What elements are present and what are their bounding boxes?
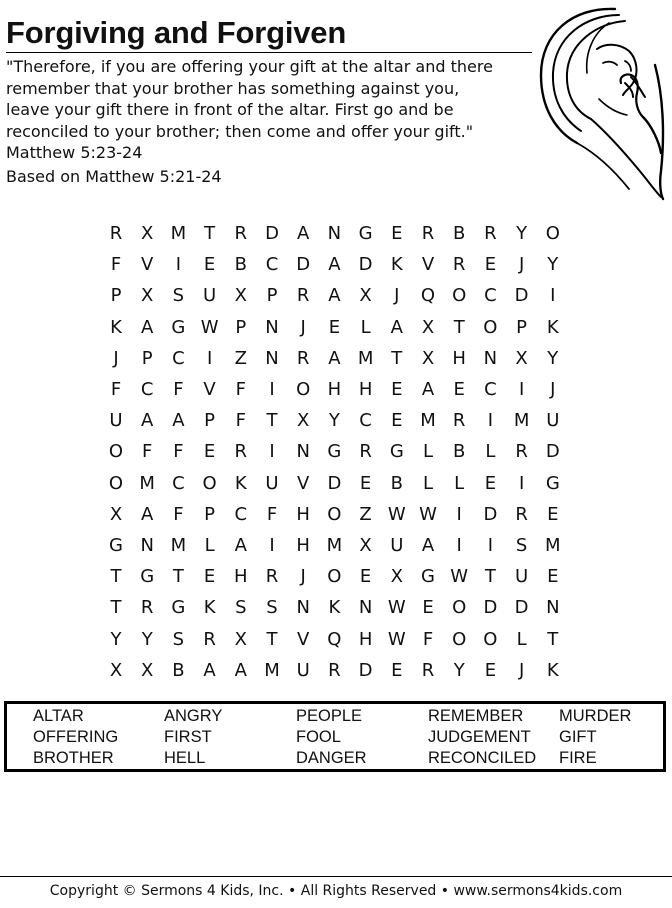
grid-letter: E — [203, 254, 216, 276]
word-bank-item: GIFT — [559, 728, 597, 746]
grid-letter: M — [357, 347, 374, 369]
word-bank-item: JUDGEMENT — [428, 728, 531, 746]
word-bank-item: HELL — [164, 749, 206, 767]
grid-letter: U — [390, 535, 404, 556]
grid-letter: Q — [420, 285, 436, 307]
grid-letter: G — [171, 597, 186, 619]
grid-letter: R — [203, 628, 216, 650]
grid-letter: K — [546, 659, 559, 681]
grid-letter: W — [387, 503, 406, 525]
grid-letter: X — [141, 285, 154, 307]
grid-letter: I — [269, 535, 275, 556]
grid-letter: P — [266, 285, 278, 307]
grid-letter: W — [419, 503, 437, 525]
grid-letter: X — [515, 347, 528, 369]
quote-line: reconciled to your brother; then come and offer your gift." — [6, 121, 474, 141]
grid-letter: K — [203, 597, 216, 619]
grid-letter: E — [484, 254, 497, 276]
grid-letter: C — [140, 379, 154, 400]
grid-letter: M — [170, 223, 187, 244]
grid-letter: A — [234, 535, 247, 556]
grid-letter: M — [513, 410, 530, 432]
grid-letter: B — [453, 223, 466, 244]
word-bank — [4, 701, 666, 772]
grid-letter: R — [328, 659, 341, 681]
grid-letter: A — [141, 316, 154, 338]
grid-letter: P — [204, 503, 216, 525]
grid-letter: D — [358, 659, 373, 681]
grid-letter: G — [389, 441, 404, 463]
grid-letter: X — [421, 347, 435, 369]
grid-letter: T — [266, 410, 278, 432]
grid-letter: C — [234, 503, 248, 525]
grid-letter: A — [234, 659, 247, 681]
grid-letter: E — [391, 659, 403, 681]
grid-letter: R — [452, 410, 466, 432]
grid-letter: R — [109, 223, 123, 244]
grid-letter: F — [142, 441, 153, 463]
grid-letter: J — [394, 285, 400, 307]
grid-letter: A — [328, 347, 341, 369]
grid-letter: I — [518, 472, 525, 494]
grid-letter: L — [516, 628, 527, 650]
grid-letter: Y — [141, 628, 153, 650]
grid-letter: N — [327, 223, 342, 244]
grid-letter: D — [483, 597, 498, 619]
quote-reference: Matthew 5:23-24 — [6, 143, 143, 162]
grid-letter: Y — [547, 347, 559, 369]
grid-letter: C — [172, 472, 185, 494]
grid-letter: R — [296, 347, 310, 369]
grid-letter: N — [265, 316, 279, 338]
grid-letter: U — [203, 285, 217, 307]
grid-letter: M — [264, 659, 280, 681]
grid-letter: N — [358, 597, 373, 619]
grid-letter: T — [110, 566, 122, 588]
grid-letter: I — [550, 285, 556, 307]
grid-letter: E — [547, 503, 559, 525]
grid-letter: E — [484, 472, 497, 494]
grid-letter: H — [327, 379, 342, 400]
grid-letter: D — [514, 597, 529, 619]
grid-letter: U — [546, 410, 560, 432]
grid-letter: F — [422, 628, 434, 650]
grid-letter: E — [359, 472, 372, 494]
grid-letter: X — [297, 410, 310, 432]
grid-letter: V — [141, 254, 154, 276]
grid-letter: Z — [359, 503, 372, 525]
grid-letter: A — [328, 254, 341, 276]
grid-letter: B — [172, 659, 185, 681]
grid-letter: R — [484, 223, 497, 244]
grid-letter: A — [421, 379, 435, 400]
grid-letter: C — [359, 410, 372, 432]
grid-letter: R — [421, 223, 435, 244]
grid-letter: A — [141, 410, 154, 432]
grid-letter: E — [453, 379, 465, 400]
grid-letter: T — [547, 628, 559, 650]
word-bank-item: PEOPLE — [296, 707, 363, 725]
grid-letter: N — [483, 347, 498, 369]
grid-letter: H — [452, 347, 466, 369]
grid-letter: H — [234, 566, 248, 588]
based-on-text: Based on Matthew 5:21-24 — [6, 167, 222, 186]
grid-letter: X — [109, 659, 123, 681]
grid-letter: Y — [328, 410, 340, 432]
grid-letter: R — [265, 566, 279, 588]
grid-letter: L — [485, 441, 496, 463]
grid-letter: A — [172, 410, 185, 432]
grid-letter: N — [265, 347, 279, 369]
grid-letter: E — [203, 566, 216, 588]
grid-letter: L — [204, 535, 215, 556]
grid-letter: I — [518, 379, 525, 400]
grid-letter: U — [265, 472, 279, 494]
grid-letter: X — [109, 503, 123, 525]
grid-letter: K — [546, 316, 559, 338]
grid-letter: D — [545, 441, 560, 463]
grid-letter: F — [266, 503, 278, 525]
grid-letter: F — [173, 441, 184, 463]
grid-letter: W — [200, 316, 219, 338]
grid-letter: C — [484, 285, 497, 307]
grid-letter: D — [483, 503, 498, 525]
grid-letter: K — [110, 316, 122, 338]
grid-letter: O — [545, 223, 560, 244]
grid-letter: A — [421, 535, 435, 556]
grid-letter: P — [110, 285, 122, 307]
grid-letter: O — [483, 316, 498, 338]
grid-letter: E — [484, 659, 497, 681]
quote-line: "Therefore, if you are offering your gift at the altar and there — [6, 57, 493, 76]
quote-line: leave your gift there in front of the altar. First go and be — [6, 100, 454, 119]
footer-divider — [0, 876, 672, 877]
grid-letter: R — [515, 503, 528, 525]
grid-letter: B — [390, 472, 403, 494]
grid-letter: P — [141, 347, 153, 369]
grid-letter: O — [327, 566, 342, 588]
grid-letter: G — [545, 472, 560, 494]
grid-letter: Y — [110, 628, 122, 650]
grid-letter: Y — [453, 659, 465, 681]
quote-line: remember that your brother has something against you, — [6, 78, 460, 98]
grid-letter: X — [234, 628, 247, 650]
grid-letter: B — [453, 441, 466, 463]
grid-letter: X — [141, 659, 154, 681]
grid-letter: O — [452, 597, 467, 619]
grid-letter: N — [296, 597, 310, 619]
grid-letter: Y — [547, 254, 559, 276]
grid-letter: R — [234, 223, 248, 244]
grid-letter: A — [328, 285, 341, 307]
grid-letter: Q — [327, 628, 342, 650]
grid-letter: E — [422, 597, 434, 619]
word-bank-item: RECONCILED — [428, 749, 537, 767]
grid-letter: C — [172, 347, 185, 369]
grid-letter: C — [265, 254, 279, 276]
grid-letter: J — [518, 254, 525, 276]
grid-letter: X — [234, 285, 247, 307]
grid-letter: T — [204, 223, 216, 244]
grid-letter: R — [515, 441, 528, 463]
grid-letter: J — [550, 379, 556, 400]
grid-letter: M — [170, 535, 187, 556]
word-bank-item: ALTAR — [33, 707, 84, 725]
grid-letter: X — [390, 566, 403, 588]
grid-letter: T — [391, 347, 403, 369]
grid-letter: U — [109, 410, 123, 432]
grid-letter: T — [484, 566, 496, 588]
grid-letter: J — [113, 347, 119, 369]
grid-letter: H — [296, 503, 310, 525]
grid-letter: S — [235, 597, 247, 619]
grid-letter: O — [452, 628, 467, 650]
grid-letter: R — [234, 441, 248, 463]
grid-letter: G — [421, 566, 435, 588]
grid-letter: V — [203, 379, 216, 400]
grid-letter: D — [358, 254, 373, 276]
grid-letter: O — [202, 472, 217, 494]
word-bank-item: MURDER — [559, 707, 632, 725]
grid-letter: F — [110, 254, 122, 276]
grid-letter: K — [328, 597, 341, 619]
grid-letter: X — [421, 316, 435, 338]
grid-letter: O — [452, 285, 467, 307]
grid-letter: S — [266, 597, 278, 619]
grid-letter: O — [108, 441, 124, 463]
grid-letter: K — [390, 254, 403, 276]
word-bank-item: FIRST — [164, 728, 212, 746]
grid-letter: I — [269, 441, 275, 463]
grid-letter: G — [140, 566, 155, 588]
grid-letter: D — [327, 472, 342, 494]
grid-letter: A — [141, 503, 154, 525]
grid-letter: D — [265, 223, 279, 244]
grid-letter: G — [109, 535, 123, 556]
word-bank-item: DANGER — [296, 749, 367, 767]
grid-letter: A — [297, 223, 310, 244]
grid-letter: O — [483, 628, 498, 650]
grid-letter: L — [422, 441, 434, 463]
grid-letter: H — [358, 628, 373, 650]
grid-letter: G — [358, 223, 373, 244]
grid-letter: N — [296, 441, 310, 463]
grid-letter: P — [516, 316, 528, 338]
grid-letter: F — [235, 379, 246, 400]
grid-letter: I — [206, 347, 213, 369]
grid-letter: R — [359, 441, 372, 463]
grid-letter: F — [173, 503, 184, 525]
grid-letter: L — [454, 472, 465, 494]
grid-letter: E — [328, 316, 341, 338]
grid-letter: T — [110, 597, 122, 619]
grid-letter: I — [487, 535, 494, 556]
word-bank-item: BROTHER — [33, 749, 114, 767]
grid-letter: R — [140, 597, 154, 619]
grid-letter: X — [359, 285, 372, 307]
grid-letter: F — [110, 379, 122, 400]
grid-letter: R — [452, 254, 466, 276]
grid-letter: S — [172, 285, 185, 307]
grid-letter: L — [360, 316, 371, 338]
grid-letter: I — [487, 410, 494, 432]
grid-letter: J — [300, 566, 306, 588]
grid-letter: E — [391, 223, 403, 244]
word-bank-item: FOOL — [296, 728, 341, 746]
grid-letter: O — [296, 379, 311, 400]
grid-letter: O — [108, 472, 124, 494]
grid-letter: E — [203, 441, 216, 463]
grid-letter: I — [175, 254, 182, 276]
grid-letter: T — [266, 628, 278, 650]
grid-letter: E — [391, 379, 403, 400]
grid-letter: D — [296, 254, 311, 276]
grid-letter: Z — [234, 347, 247, 369]
grid-letter: V — [297, 472, 310, 494]
grid-letter: G — [327, 441, 342, 463]
grid-letter: C — [484, 379, 497, 400]
grid-letter: F — [235, 410, 246, 432]
grid-letter: W — [387, 628, 406, 650]
grid-letter: M — [420, 410, 436, 432]
grid-letter: I — [456, 503, 462, 525]
grid-letter: V — [297, 628, 310, 650]
grid-letter: U — [515, 566, 529, 588]
grid-letter: J — [518, 659, 525, 681]
grid-letter: W — [387, 597, 406, 619]
grid-letter: P — [204, 410, 216, 432]
grid-letter: X — [359, 535, 372, 556]
grid-letter: N — [546, 597, 560, 619]
grid-letter: I — [269, 379, 275, 400]
grid-letter: N — [140, 535, 154, 556]
grid-letter: E — [359, 566, 372, 588]
grid-letter: B — [234, 254, 247, 276]
grid-letter: S — [515, 535, 528, 556]
grid-letter: E — [391, 410, 403, 432]
word-bank-item: ANGRY — [164, 707, 223, 725]
grid-letter: D — [514, 285, 529, 307]
grid-letter: H — [358, 379, 373, 400]
grid-letter: I — [456, 535, 462, 556]
grid-letter: U — [296, 659, 310, 681]
copyright-footer: Copyright © Sermons 4 Kids, Inc. • All Rights Reserved • www.sermons4kids.com — [49, 883, 623, 899]
word-bank-item: REMEMBER — [428, 707, 524, 725]
page-title: Forgiving and Forgiven — [6, 15, 347, 50]
grid-letter: E — [547, 566, 559, 588]
grid-letter: L — [422, 472, 434, 494]
grid-letter: M — [545, 535, 561, 556]
word-bank-item: OFFERING — [33, 728, 119, 746]
grid-letter: Y — [516, 223, 528, 244]
grid-letter: V — [421, 254, 435, 276]
grid-letter: A — [203, 659, 216, 681]
grid-letter: S — [172, 628, 185, 650]
word-bank-item: FIRE — [559, 749, 597, 767]
grid-letter: W — [450, 566, 469, 588]
grid-letter: R — [421, 659, 435, 681]
grid-letter: G — [171, 316, 186, 338]
grid-letter: T — [453, 316, 465, 338]
grid-letter: P — [235, 316, 247, 338]
grid-letter: J — [300, 316, 306, 338]
grid-letter: M — [326, 535, 343, 556]
grid-letter: T — [172, 566, 184, 588]
grid-letter: A — [390, 316, 403, 338]
grid-letter: X — [141, 223, 154, 244]
grid-letter: R — [296, 285, 310, 307]
grid-letter: H — [296, 535, 310, 556]
grid-letter: F — [173, 379, 184, 400]
grid-letter: O — [327, 503, 342, 525]
grid-letter: M — [139, 472, 155, 494]
grid-letter: K — [234, 472, 247, 494]
